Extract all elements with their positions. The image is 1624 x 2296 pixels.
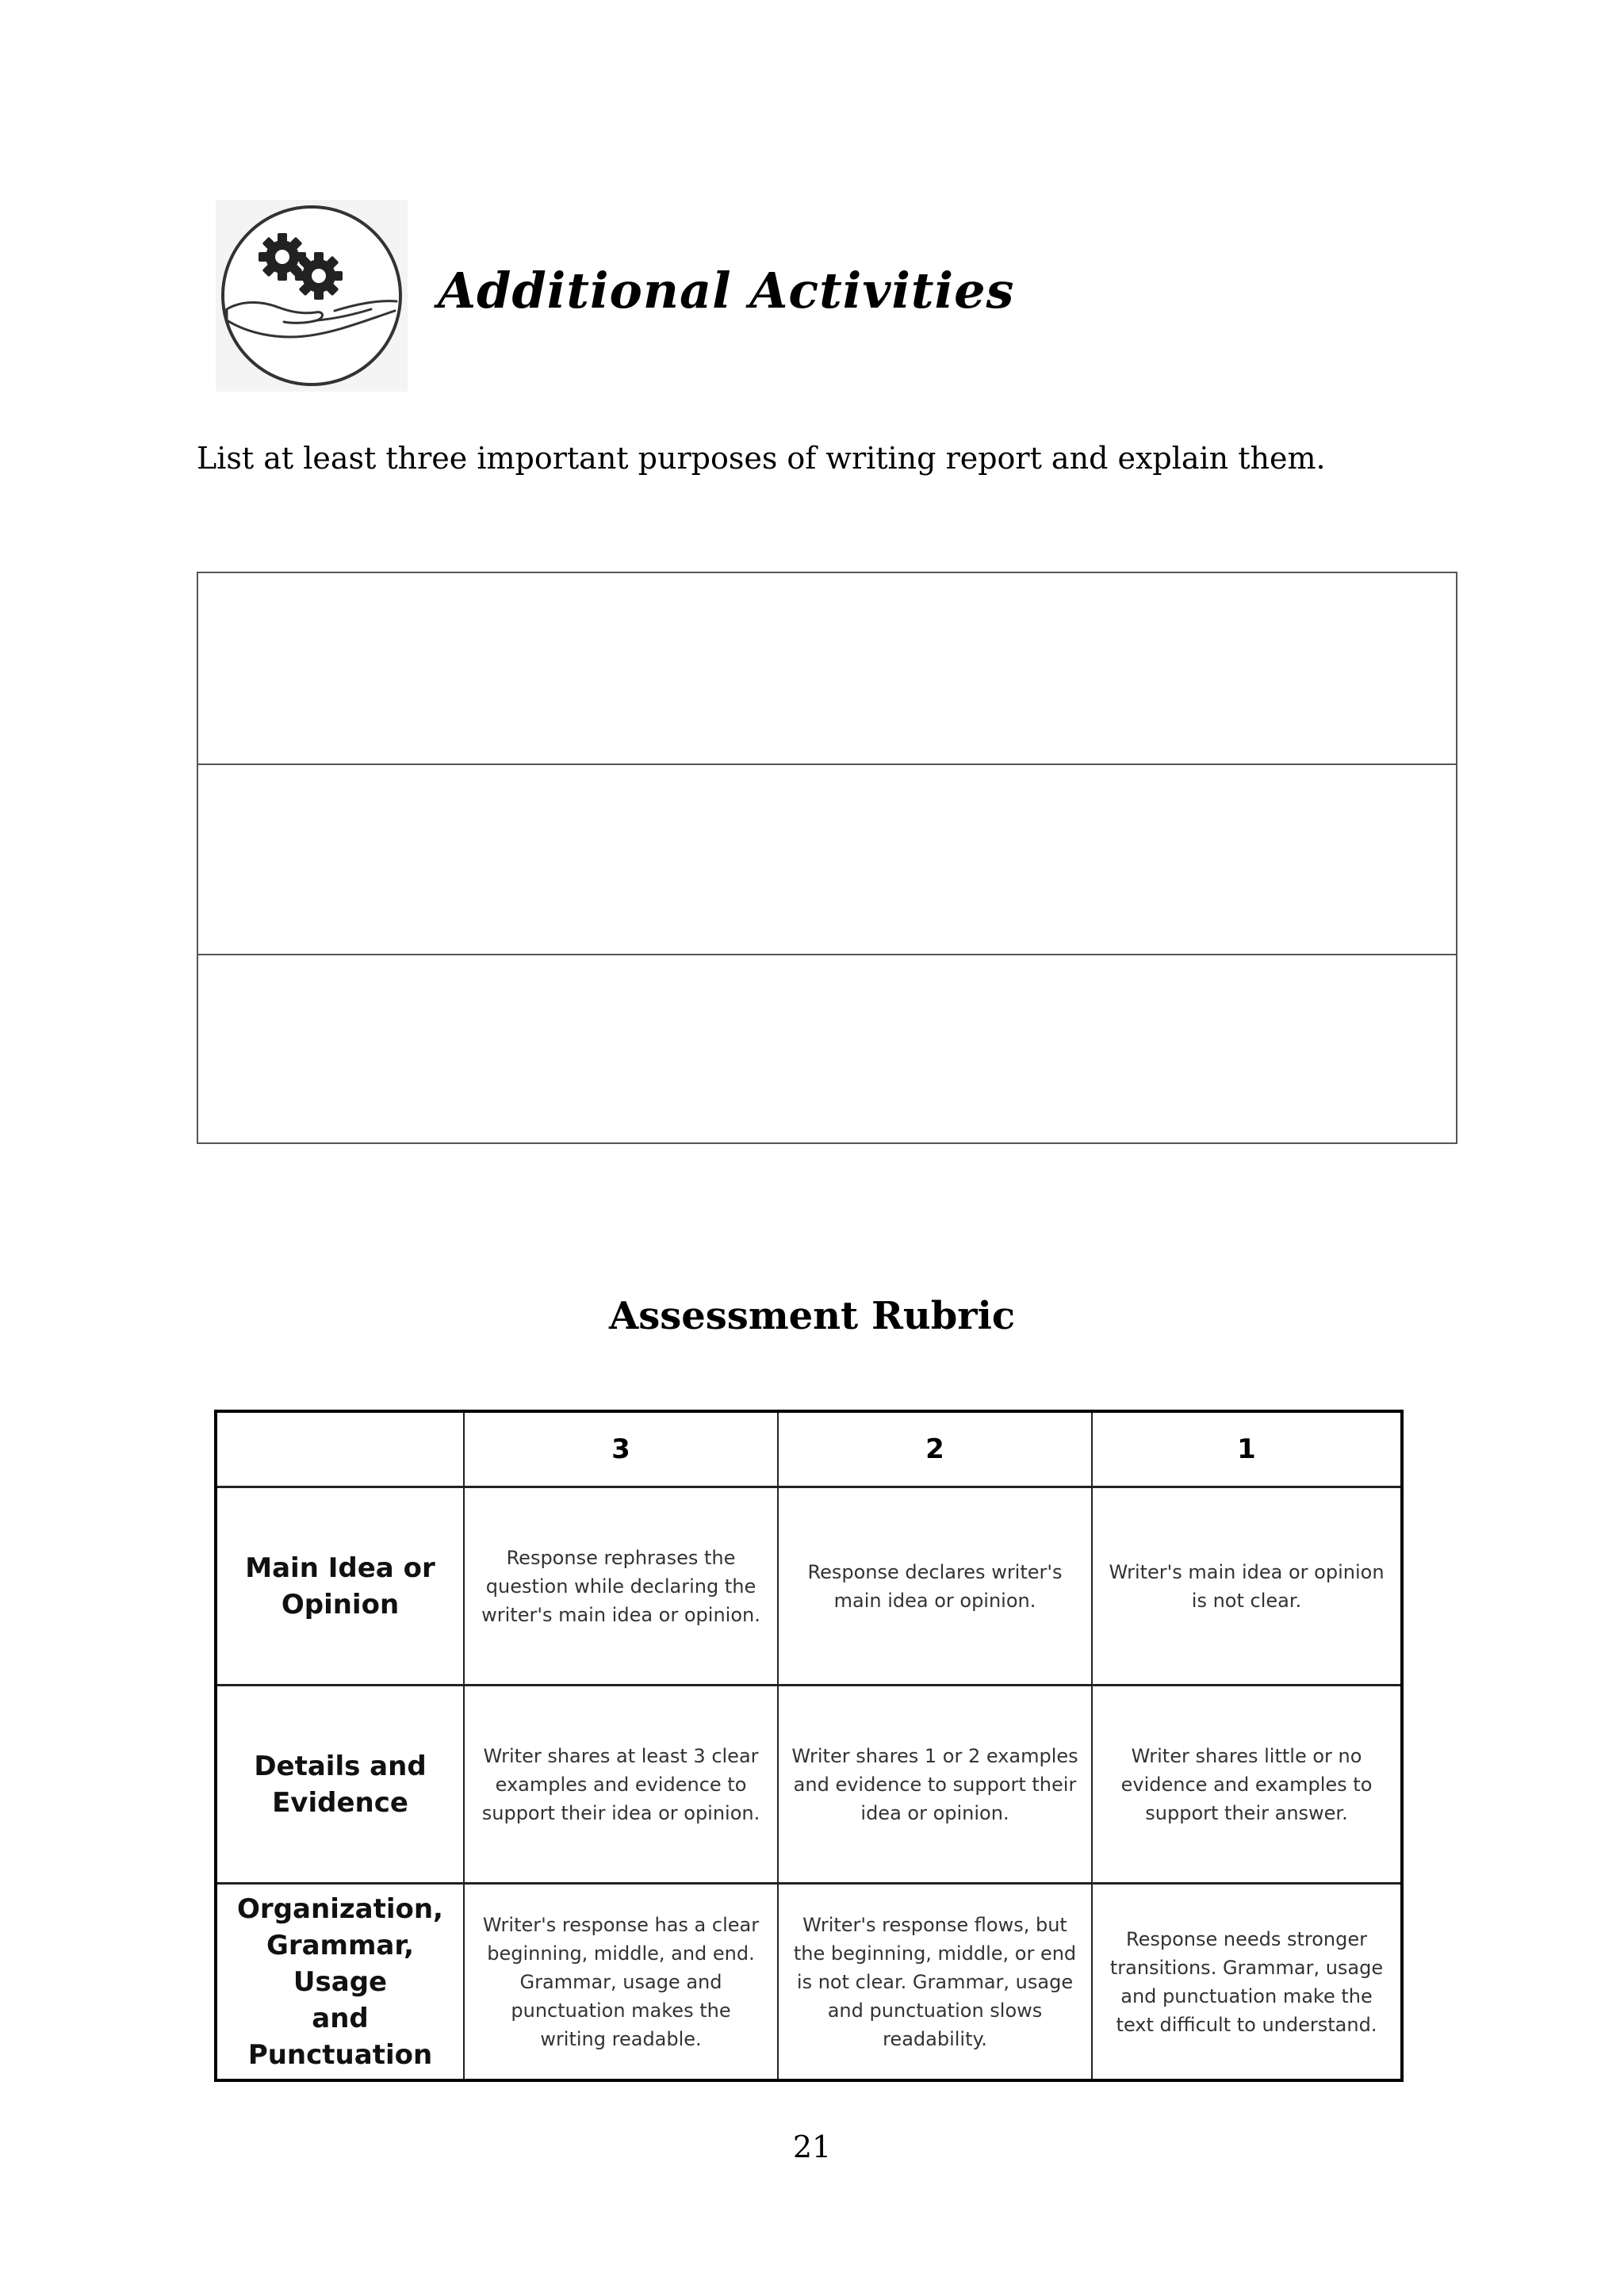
- descriptor-line: readability.: [883, 2027, 987, 2050]
- descriptor-line: transitions. Grammar, usage: [1109, 1956, 1384, 1979]
- descriptor-line: Writer shares at least 3 clear: [483, 1744, 759, 1767]
- criterion-line: Main Idea or: [245, 1552, 435, 1584]
- rubric-criterion-main-idea: [217, 1488, 463, 1684]
- descriptor-line: Grammar, usage and: [519, 1970, 722, 1993]
- gears-on-hand-icon: [216, 200, 408, 392]
- descriptor-line: Response declares writer's: [807, 1560, 1063, 1583]
- descriptor-line: writer's main idea or opinion.: [481, 1603, 760, 1626]
- rubric-header-score-2: 2: [925, 1433, 944, 1465]
- descriptor-line: examples and evidence to: [495, 1773, 747, 1796]
- rubric-cell-details-3: [465, 1686, 777, 1882]
- descriptor-line: support their answer.: [1145, 1801, 1348, 1824]
- descriptor-line: evidence and examples to: [1120, 1773, 1373, 1796]
- answer-row-2[interactable]: [198, 763, 1456, 954]
- rubric-cell-main-idea-2: [779, 1488, 1091, 1684]
- rubric-title: Assessment Rubric: [608, 1294, 1016, 1338]
- section-title: Additional Activities: [438, 262, 1015, 320]
- descriptor-line: main idea or opinion.: [833, 1589, 1036, 1612]
- criterion-line: Organization,: [237, 1892, 443, 1925]
- descriptor-line: is not clear.: [1191, 1589, 1302, 1612]
- criterion-line: and Punctuation: [247, 2002, 433, 2071]
- criterion-line: Opinion: [281, 1588, 400, 1621]
- descriptor-line: writing readable.: [540, 2027, 702, 2050]
- descriptor-line: and evidence to support their: [793, 1773, 1077, 1796]
- descriptor-line: is not clear. Grammar, usage: [796, 1970, 1074, 1993]
- rubric-header-blank: [217, 1413, 463, 1486]
- descriptor-line: Response needs stronger: [1125, 1927, 1367, 1950]
- descriptor-line: and punctuation make the: [1120, 1984, 1373, 2007]
- rubric-cell-organization-1: [1093, 1885, 1400, 2079]
- answer-box: [197, 572, 1457, 1144]
- answer-row-1[interactable]: [198, 573, 1456, 763]
- descriptor-line: Writer's response has a clear: [482, 1913, 760, 1936]
- descriptor-line: Writer's response flows, but: [802, 1913, 1067, 1936]
- rubric-cell-details-1: [1093, 1686, 1400, 1882]
- rubric-header-score-3: 3: [611, 1433, 630, 1465]
- descriptor-line: question while declaring the: [485, 1575, 756, 1598]
- page-number: 21: [792, 2130, 832, 2164]
- descriptor-line: support their idea or opinion.: [481, 1801, 760, 1824]
- activity-instruction: List at least three important purposes of writing report and explain them.: [197, 441, 1326, 476]
- rubric-cell-main-idea-1: [1093, 1488, 1400, 1684]
- rubric-cell-main-idea-3: [465, 1488, 777, 1684]
- descriptor-line: Writer shares little or no: [1131, 1744, 1362, 1767]
- descriptor-line: Writer's main idea or opinion: [1109, 1560, 1385, 1583]
- rubric-header-score-1: 1: [1237, 1433, 1256, 1465]
- descriptor-line: idea or opinion.: [860, 1801, 1009, 1824]
- rubric-cell-organization-3: [465, 1885, 777, 2079]
- answer-row-3[interactable]: [198, 954, 1456, 1144]
- rubric-table: [214, 1410, 1404, 2082]
- criterion-line: Details and: [254, 1750, 427, 1782]
- descriptor-line: the beginning, middle, or end: [793, 1942, 1077, 1965]
- descriptor-line: beginning, middle, and end.: [487, 1942, 755, 1965]
- descriptor-line: text difficult to understand.: [1116, 2013, 1377, 2036]
- rubric-cell-organization-2: [779, 1885, 1091, 2079]
- descriptor-line: punctuation makes the: [511, 1999, 731, 2022]
- criterion-line: Evidence: [272, 1786, 408, 1819]
- rubric-criterion-details: [217, 1686, 463, 1882]
- descriptor-line: and punctuation slows: [827, 1999, 1043, 2022]
- criterion-line: Grammar, Usage: [266, 1929, 415, 1998]
- descriptor-line: Response rephrases the: [506, 1546, 736, 1569]
- rubric-cell-details-2: [779, 1686, 1091, 1882]
- descriptor-line: Writer shares 1 or 2 examples: [791, 1744, 1078, 1767]
- rubric-criterion-organization: [217, 1885, 463, 2079]
